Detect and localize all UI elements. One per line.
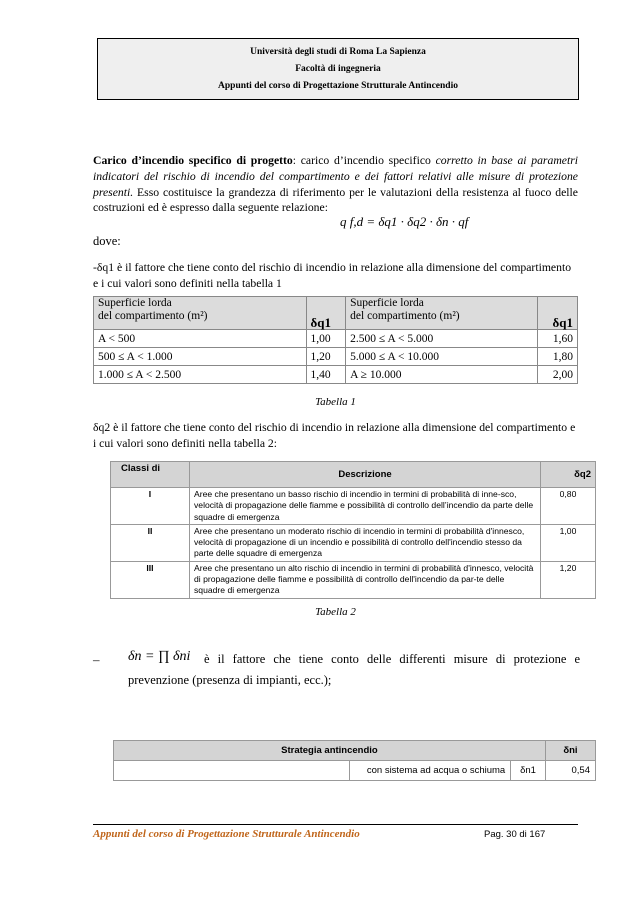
page-header (97, 38, 579, 100)
table-1-header (94, 297, 578, 330)
table-1 (93, 296, 578, 384)
dove-label: dove: (93, 234, 121, 248)
dq1-description: -δq1 è il fattore che tiene conto del rischio di incendio in relazione alla dimensione del compartimento e i cui valori sono definiti nella tabella 1 (93, 261, 572, 290)
t2-head-dq2: δq2 (541, 462, 596, 488)
footer-title: Appunti del corso di Progettazione Strutturale Antincendio (93, 828, 360, 840)
dq2-description: δq2 è il fattore che tiene conto del rischio di incendio in relazione alla dimensione del compartimento e i cui valori sono definiti nella tabella 2: (93, 421, 576, 450)
t1-head-dq1: δq1 (306, 297, 346, 330)
intro-title: Carico d’incendio specifico di progetto (93, 154, 293, 167)
dn-text-line1: è il fattore che tiene conto delle differenti misure di protezione e (204, 652, 580, 666)
t1-head-dq1-right: δq1 (538, 297, 578, 330)
table-2-header (111, 462, 596, 488)
table-row: 500 ≤ A < 1.000 1,20 5.000 ≤ A < 10.000 1,80 (94, 348, 578, 366)
t1-head-surface-right: Superficie lorda del compartimento (m²) (346, 297, 538, 330)
bullet-dash: – (93, 652, 100, 667)
table-row: II Aree che presentano un moderato rischio di incendio in termini di probabilità d'innesco, velocità di propagazione di un incendio e possibilità di controllo dell'incendio stesso da parte delle squadre di emergenza 1,00 (111, 524, 596, 561)
table-1-caption: Tabella 1 (315, 396, 356, 408)
t3-head-dni: δni (545, 741, 595, 761)
header-course: Appunti del corso di Progettazione Strutturale Antincendio (218, 81, 458, 91)
table-3 (113, 740, 596, 781)
table-3-header (114, 741, 596, 761)
table-row: 1.000 ≤ A < 2.500 1,40 A ≥ 10.000 2,00 (94, 366, 578, 384)
t1-head-surface-left: Superficie lorda del compartimento (m²) (94, 297, 307, 330)
table-row: III Aree che presentano un alto rischio di incendio in termini di probabilità d'innesco, velocità di propagazione delle fiamme e possibilità di controllo dell'incendio da par-te delle squadre di emergenza 1,20 (111, 561, 596, 598)
intro-italic: corretto in base ai parametri indicatori del rischio di incendio del compartimento e dei fattori relativi alle misure di protezione presenti. (93, 154, 578, 199)
footer-page-number: Pag. 30 di 167 (484, 829, 546, 840)
dn-text-line2: prevenzione (presenza di impianti, ecc.); (128, 673, 332, 687)
header-university: Università degli studi di Roma La Sapienza (250, 47, 426, 57)
table-2 (110, 461, 596, 599)
footer-divider (93, 824, 578, 825)
table-row: A < 500 1,00 2.500 ≤ A < 5.000 1,60 (94, 330, 578, 348)
intro-paragraph: Carico d’incendio specifico di progetto: carico d’incendio specifico corretto in base ai parametri indicatori del rischio di incendio del compartimento e dei fattori relativi alle misure di protezione presenti. Esso costituisce la grandezza di riferimento per le valutazioni della resistenza al fuoco delle costruzioni ed è espresso dalla seguente relazione: (93, 154, 578, 215)
t2-head-classi: Classi di (111, 462, 190, 488)
formula-dn: δn = ∏ δni (128, 649, 191, 664)
t3-head-strategy: Strategia antincendio (114, 741, 546, 761)
header-faculty: Facoltà di ingegneria (295, 64, 381, 74)
formula-qfd: q f,d = δq1 · δq2 · δn · qf (340, 214, 469, 229)
table-2-caption: Tabella 2 (315, 606, 356, 618)
t2-head-desc: Descrizione (190, 462, 541, 488)
table-row: con sistema ad acqua o schiuma δn1 0,54 (114, 761, 596, 781)
table-row: I Aree che presentano un basso rischio di incendio in termini di probabilità di inne-sco, velocità di propagazione delle fiamme e possibilità di controllo dell’incendio da parte delle squadre di emergenza 0,80 (111, 488, 596, 525)
